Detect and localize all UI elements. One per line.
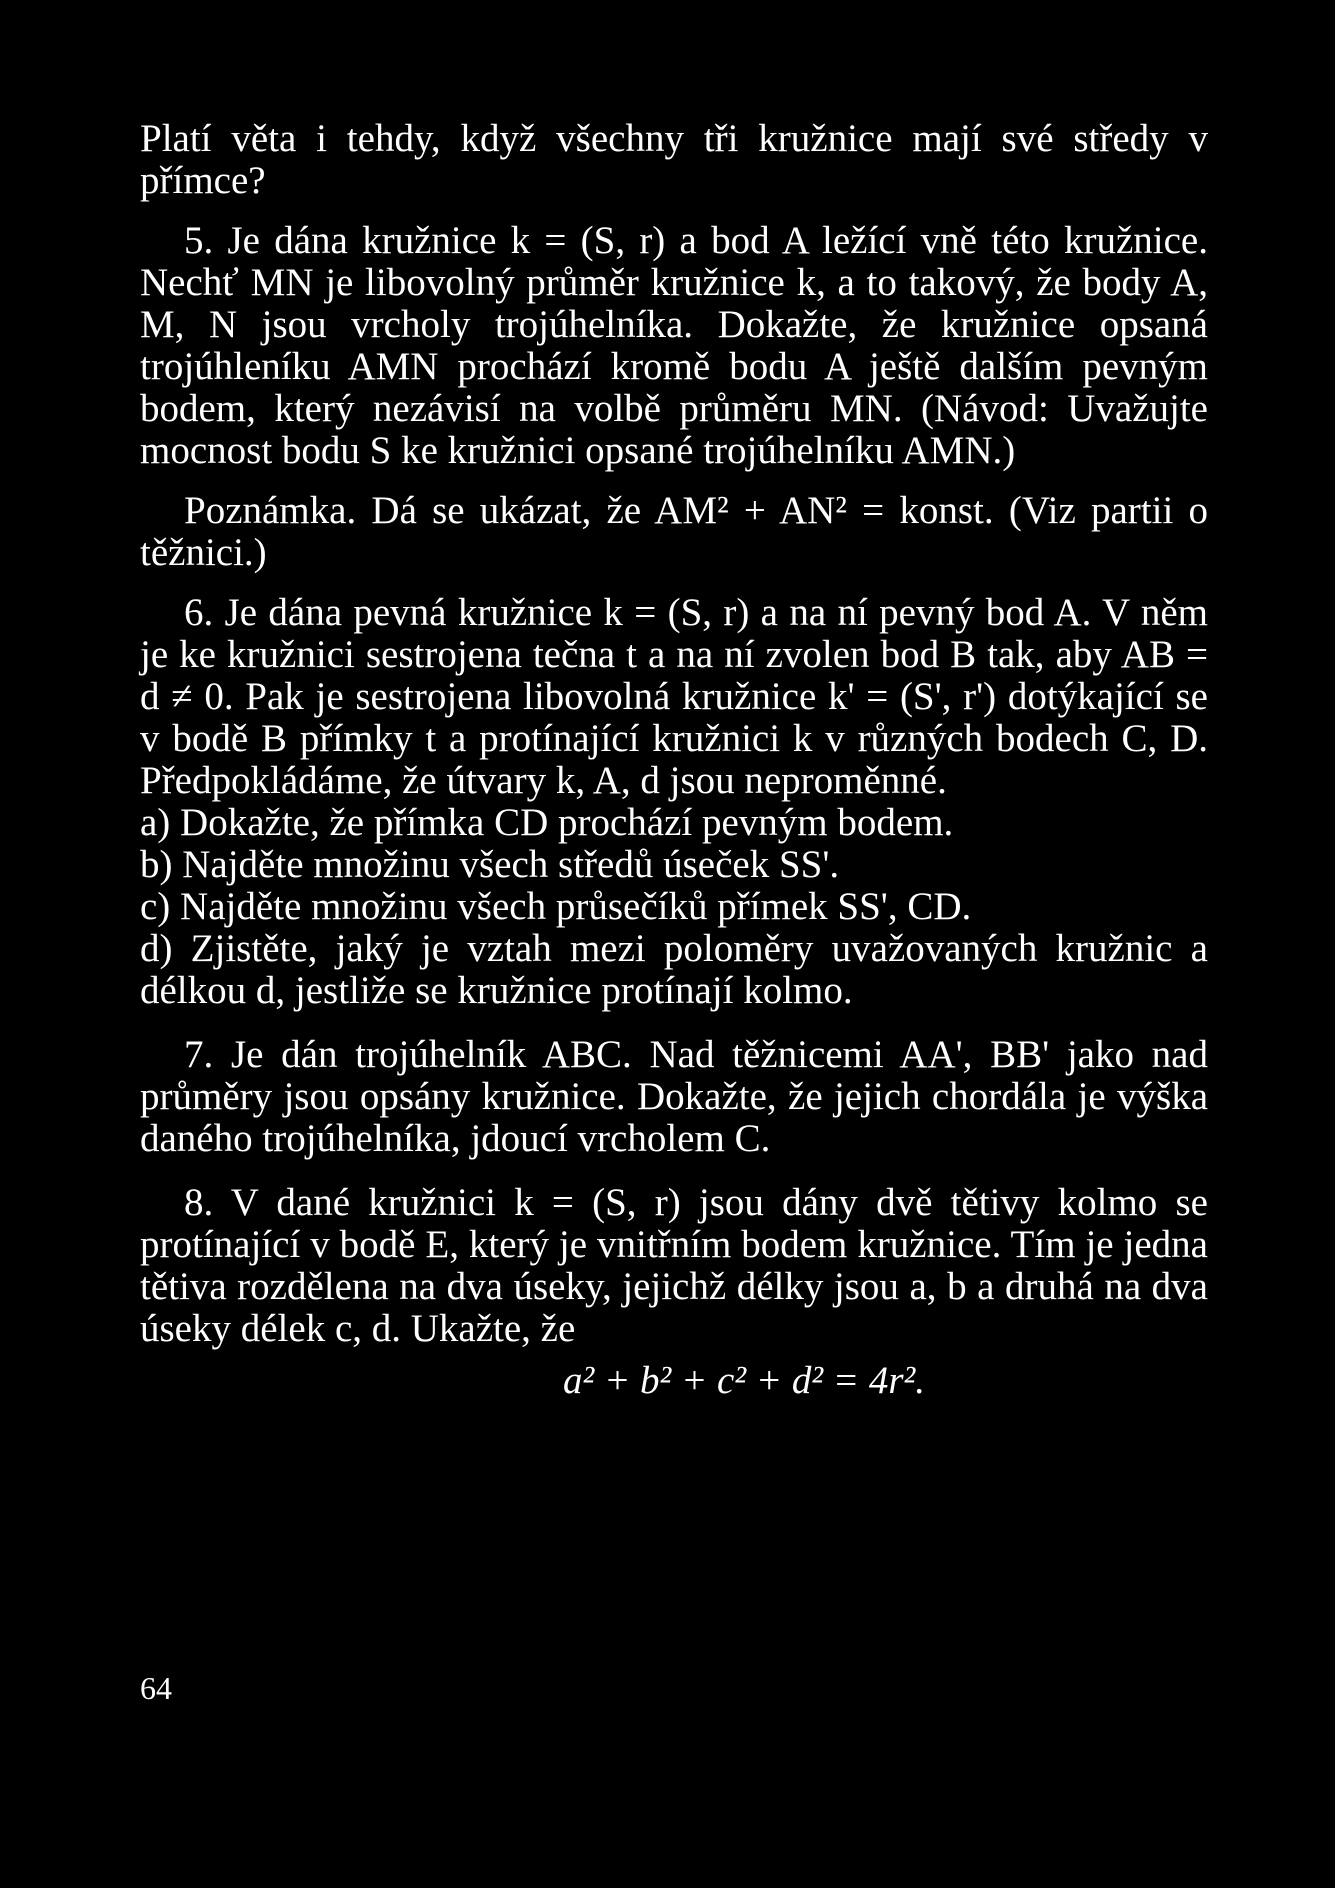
exercise-8: 8. V dané kružnici k = (S, r) jsou dány dvě tětivy kolmo se protínající v bodě E, který je vnitřním bodem kružnice. Tím je jedna tětiva rozdělena na dva úseky, jejichž délky jsou a, b a druhá na dva úseky délek c, d. Ukažte, že [140,1181,1208,1350]
exercise-6-item-b: b) Najděte množinu všech středů úseček SS'. [140,843,840,886]
formula: a² + b² + c² + d² = 4r². [563,1359,925,1402]
exercise-6-item-a: a) Dokažte, že přímka CD prochází pevným bodem. [140,801,954,844]
exercise-6-item-c: c) Najděte množinu všech průsečíků přímek SS', CD. [140,885,972,928]
exercise-6: 6. Je dána pevná kružnice k = (S, r) a na ní pevný bod A. V něm je ke kružnici sestrojena tečna t a na ní zvolen bod B tak, aby AB = d ≠ 0. Pak je sestrojena libovolná kružnice k' = (S', r') dotýkající se v bodě B přímky t a protínající kružnici k v různých bodech C, D. Předpokládáme, že útvary k, A, d jsou neproměnné. [140,591,1208,802]
exercise-7: 7. Je dán trojúhelník ABC. Nad těžnicemi AA', BB' jako nad průměry jsou opsány kružnice. Dokažte, že jejich chordála je výška daného trojúhelníka, jdoucí vrcholem C. [140,1033,1208,1160]
exercise-6-item-d: d) Zjistěte, jaký je vztah mezi poloměry uvažovaných kružnic a délkou d, jestliže se kružnice protínají kolmo. [140,927,1208,1012]
exercise-5: 5. Je dána kružnice k = (S, r) a bod A ležící vně této kružnice. Nechť MN je libovolný průměr kružnice k, a to takový, že body A, M, N jsou vrcholy trojúhelníka. Dokažte, že kružnice opsaná trojúhleníku AMN prochází kromě bodu A ještě dalším pevným bodem, který nezávisí na volbě průměru MN. (Návod: Uvažujte mocnost bodu S ke kružnici opsané trojúhelníku AMN.) [140,219,1208,472]
page-body [140,118,1208,1402]
paragraph-intro: Platí věta i tehdy, když všechny tři kružnice mají své středy v přímce? [140,117,1208,202]
note-paragraph: Poznámka. Dá se ukázat, že AM² + AN² = konst. (Viz partii o těžnici.) [140,489,1208,574]
page-number: 64 [140,1670,172,1706]
